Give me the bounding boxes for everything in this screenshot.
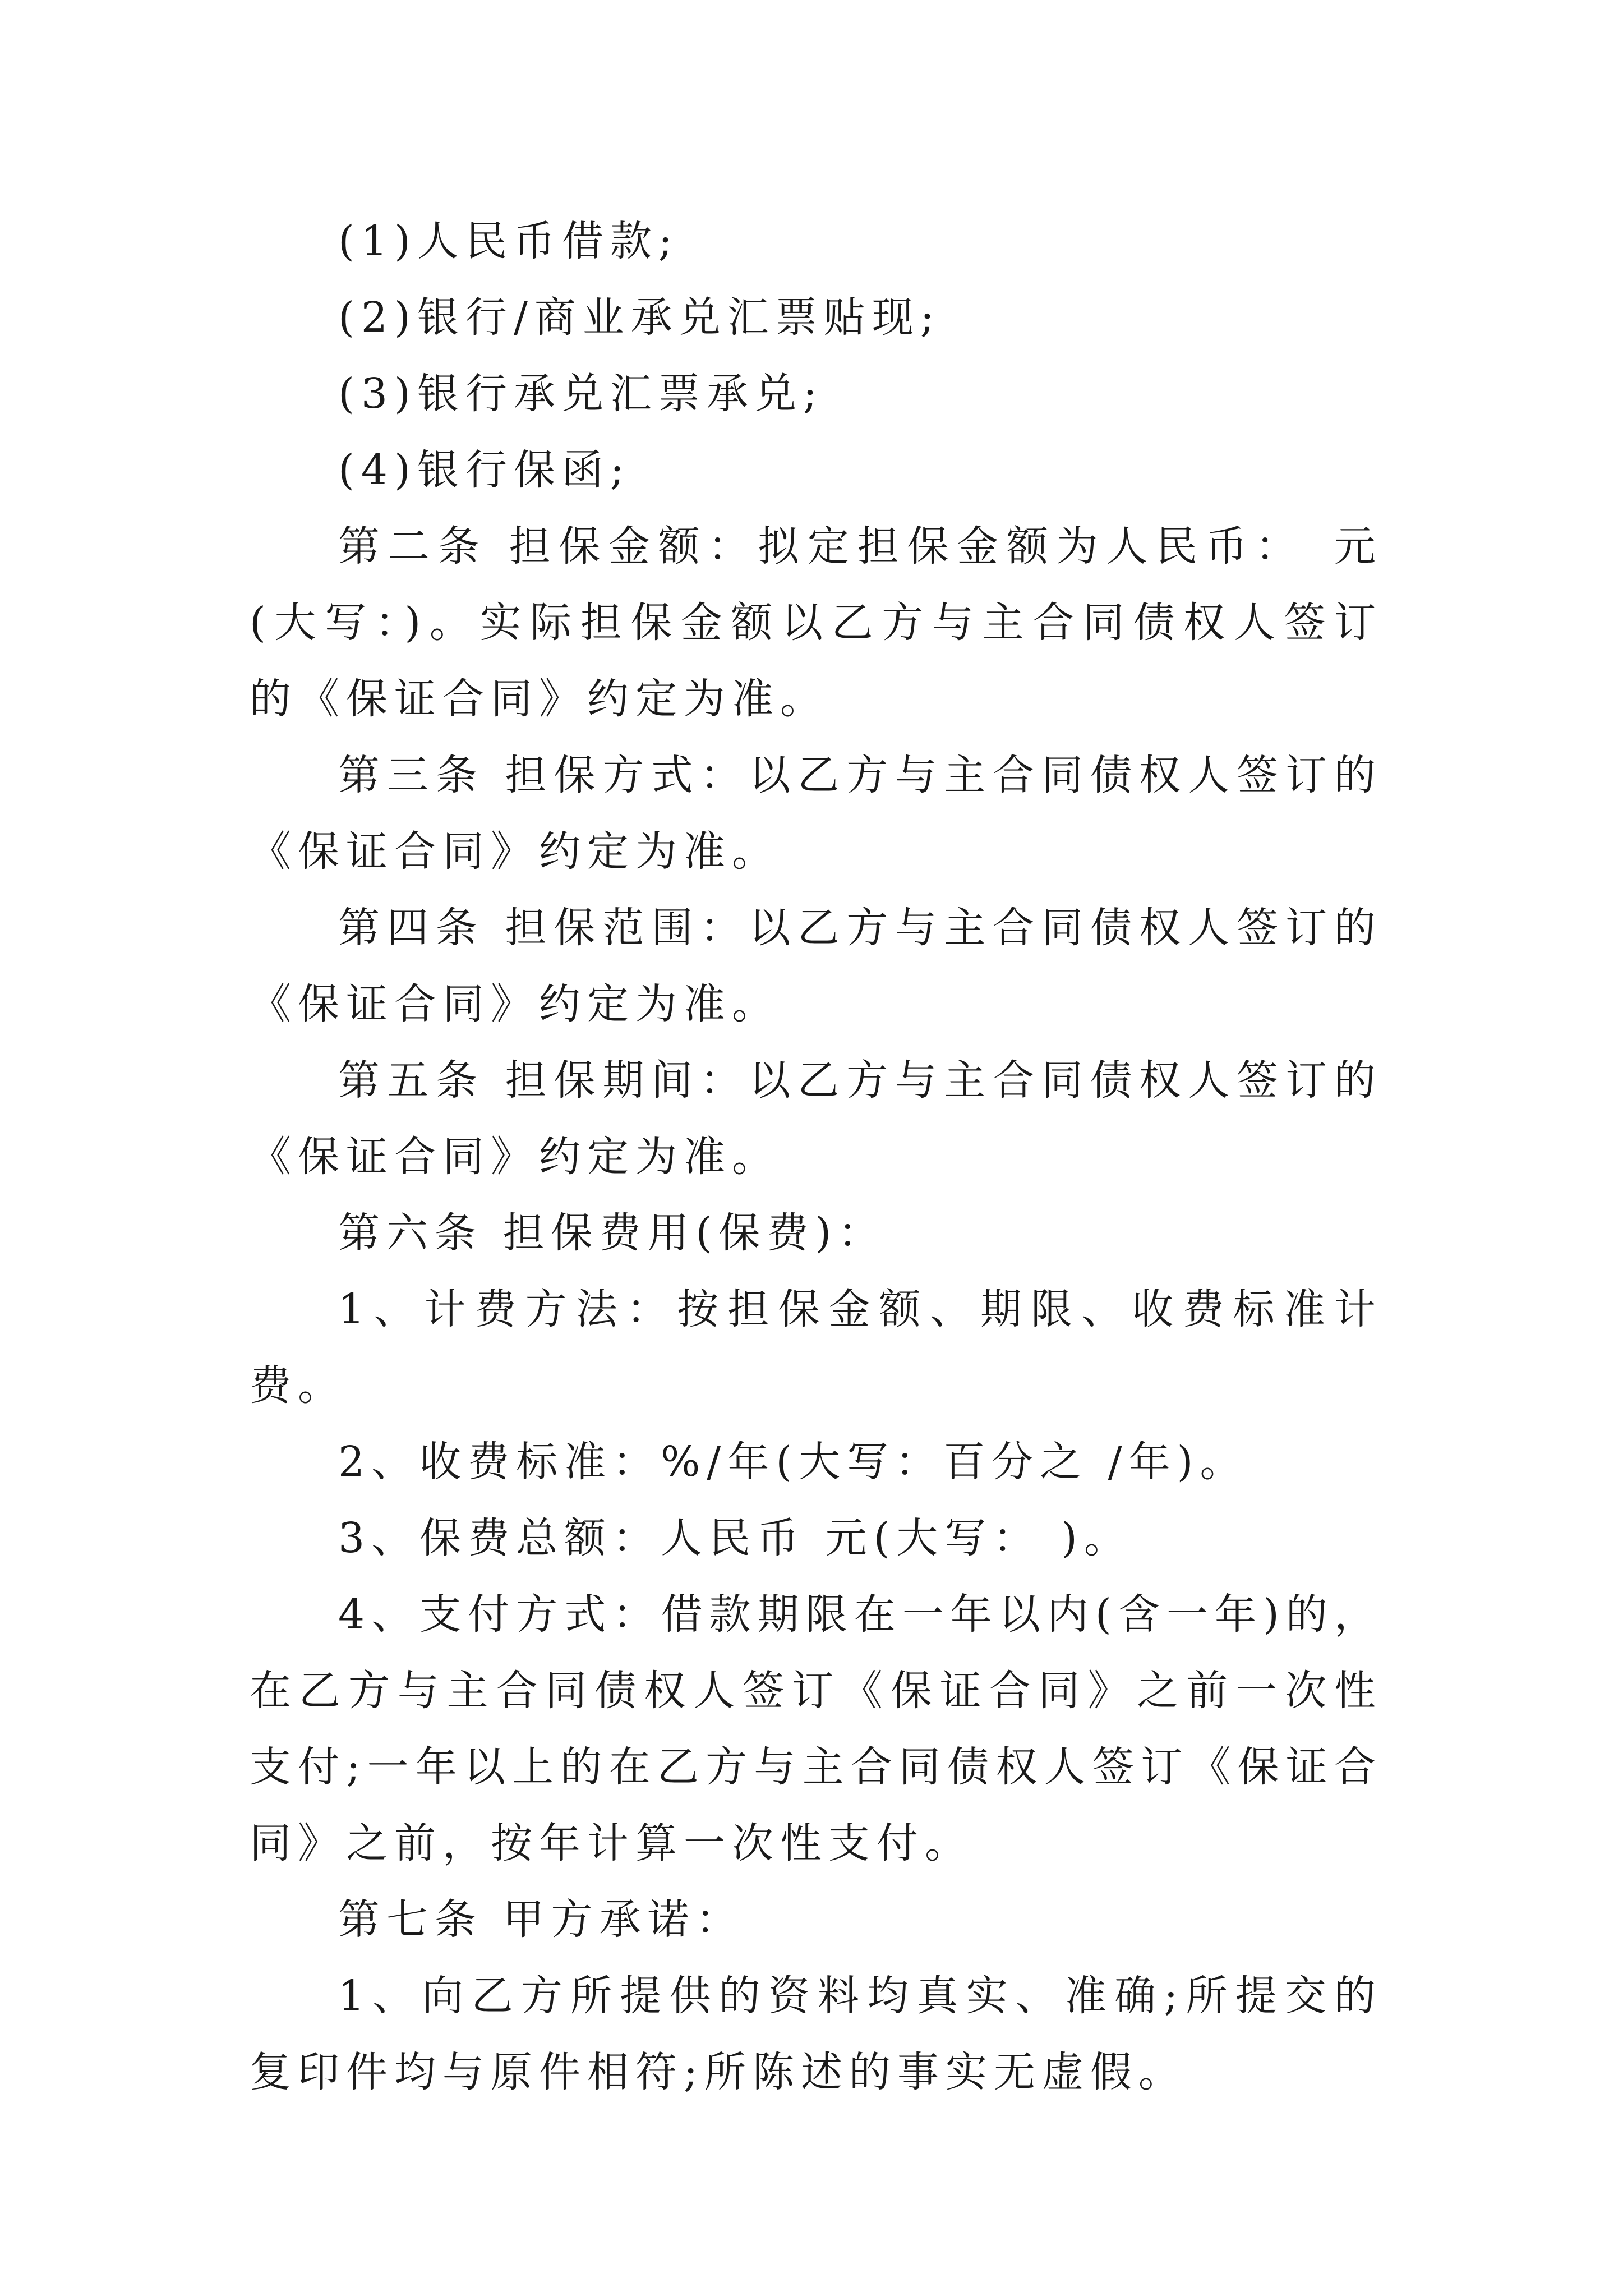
article-4-guarantee-scope: 第四条 担保范围：以乙方与主合同债权人签订的《保证合同》约定为准。 [250,904,1382,1028]
article-7-party-a-commitment: 第七条 甲方承诺： [338,1895,744,1944]
fee-calculation-method: 1、计费方法：按担保金额、期限、收费标准计费。 [250,1285,1382,1410]
list-item-bank-guarantee: (4)银行保函; [338,446,631,494]
article-5-guarantee-period: 第五条 担保期间：以乙方与主合同债权人签订的《保证合同》约定为准。 [250,1056,1382,1181]
list-item-rmb-loan: (1)人民币借款; [338,217,679,265]
document-page [250,203,1382,2110]
article-6-guarantee-fee: 第六条 担保费用(保费)： [338,1209,887,1257]
article-2-guarantee-amount: 第二条 担保金额：拟定担保金额为人民币： 元(大写：)。实际担保金额以乙方与主合同债权人签订的《保证合同》约定为准。 [250,522,1382,723]
payment-method: 4、支付方式：借款期限在一年以内(含一年)的，在乙方与主合同债权人签订《保证合同》之前一次性支付;一年以上的在乙方与主合同债权人签订《保证合同》之前，按年计算一次性支付。 [250,1590,1382,1867]
commitment-item-1: 1、向乙方所提供的资料均真实、准确;所提交的复印件均与原件相符;所陈述的事实无虚假。 [250,1972,1382,2096]
article-3-guarantee-method: 第三条 担保方式：以乙方与主合同债权人签订的《保证合同》约定为准。 [250,751,1382,876]
fee-standard: 2、收费标准：%/年(大写：百分之 /年)。 [338,1438,1248,1486]
list-item-bill-acceptance: (3)银行承兑汇票承兑; [338,370,824,418]
list-item-bill-discount: (2)银行/商业承兑汇票贴现; [338,293,941,342]
fee-total: 3、保费总额：人民币 元(大写： )。 [338,1514,1132,1562]
